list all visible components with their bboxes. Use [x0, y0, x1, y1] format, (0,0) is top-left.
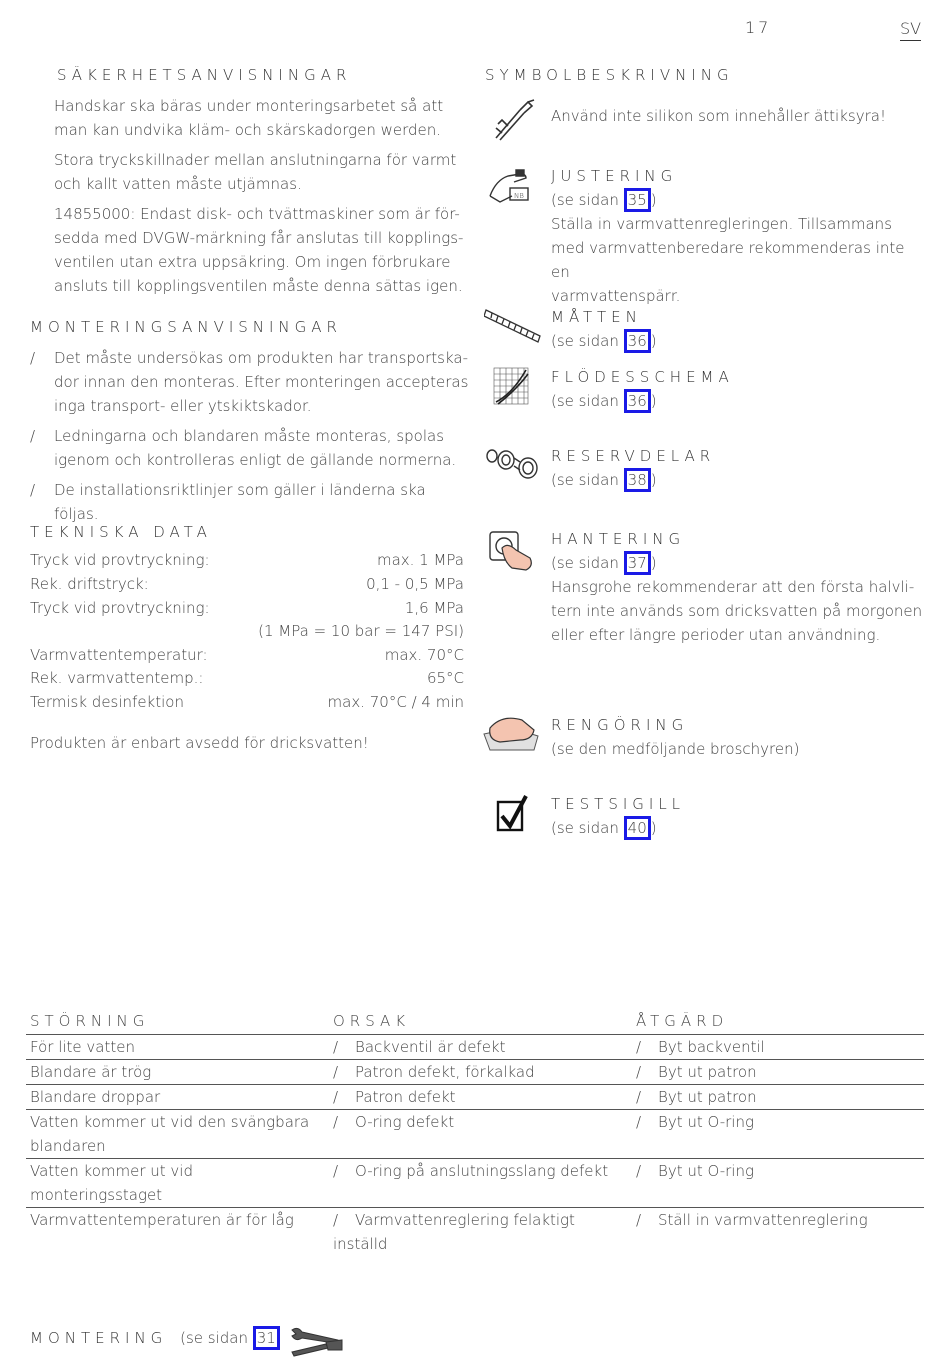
safety-paragraph-1: Handskar ska bäras under monteringsarbetet så att man kan undvika kläm- och skärskadorgen werden.	[54, 97, 444, 139]
table-row: Blandare droppar / Patron defekt / Byt ut patron	[26, 1084, 924, 1109]
page-number: 17	[745, 18, 772, 37]
adjustment-section: JUSTERING (se sidan 35 ) Ställa in varmvattenregleringen. Tillsammans med varmvattenberedare rekommenderas inte en varmvattenspärr.	[551, 164, 926, 308]
troubleshooting-table	[26, 1010, 924, 1256]
flow-chart-title: FLÖDESSCHEMA	[551, 368, 734, 386]
spec-row: Termisk desinfektion max. 70°C / 4 min	[30, 693, 464, 711]
dimensions-title: MÅTTEN	[551, 308, 642, 326]
dimensions-section: MÅTTEN (se sidan 36 )	[551, 305, 926, 353]
column-header-remedy: ÅTGÄRD	[632, 1010, 924, 1034]
flow-chart-section: FLÖDESSCHEMA (se sidan 36 )	[551, 365, 926, 413]
spec-row: (1 MPa = 10 bar = 147 PSI)	[258, 622, 464, 640]
column-header-fault: STÖRNING	[26, 1010, 329, 1034]
test-seal-section: TESTSIGILL (se sidan 40 )	[551, 792, 926, 840]
spec-row: Tryck vid provtryckning: max. 1 MPa	[30, 551, 464, 569]
footer-title: MONTERING	[30, 1329, 168, 1347]
safety-paragraph-3: 14855000: Endast disk- och tvättmaskiner som är för- sedda med DVGW-märkning får anslutas till kopplings- ventilen utan extra uppsäkring. Om ingen förbrukare ansluts till kopplingsventilen måste denna sättas igen.	[54, 205, 464, 295]
cleaning-title: RENGÖRING	[551, 716, 689, 734]
spare-parts-title: RESERVDELAR	[551, 447, 716, 465]
list-item: / De installationsriktlinjer som gäller i länderna ska följas.	[30, 481, 426, 523]
silicone-gun-icon	[486, 98, 544, 144]
flow-chart-page-link[interactable]: 36	[624, 389, 651, 413]
drinking-water-note: Produkten är enbart avsedd för dricksvatten!	[30, 734, 369, 752]
table-row: Vatten kommer ut vid monteringsstaget / O-ring på anslutningsslang defekt / Byt ut O-ring	[26, 1158, 924, 1207]
spec-row: Rek. varmvattentemp.: 65°C	[30, 669, 464, 687]
handling-hand-icon	[486, 528, 544, 574]
mounting-instructions-title: MONTERINGSANVISNINGAR	[30, 318, 342, 336]
test-seal-page-link[interactable]: 40	[624, 816, 651, 840]
silicone-warning: Använd inte silikon som innehåller ättiksyra!	[551, 107, 886, 125]
handling-title: HANTERING	[551, 530, 686, 548]
table-row: Blandare är trög / Patron defekt, förkalkad / Byt ut patron	[26, 1059, 924, 1084]
technical-data-title: TEKNISKA DATA	[30, 523, 212, 541]
spare-parts-page-link[interactable]: 38	[624, 468, 651, 492]
table-row: Vatten kommer ut vid den svängbara blandaren / O-ring defekt / Byt ut O-ring	[26, 1109, 924, 1158]
handling-section: HANTERING (se sidan 37 ) Hansgrohe rekommenderar att den första halvli- tern inte används som dricksvatten på morgonen eller efter längre perioder utan användning.	[551, 527, 926, 647]
dimensions-page-link[interactable]: 36	[624, 329, 651, 353]
footer-mounting: MONTERING (se sidan 31	[30, 1326, 280, 1350]
column-header-cause: ORSAK	[329, 1010, 632, 1034]
adjustment-title: JUSTERING	[551, 167, 678, 185]
list-item: / Ledningarna och blandaren måste monteras, spolas igenom och kontrolleras enligt de gällande normerna.	[30, 427, 457, 469]
language-code: SV	[900, 18, 921, 41]
cleaning-hand-icon	[482, 710, 540, 756]
test-seal-title: TESTSIGILL	[551, 795, 686, 813]
safety-title: SÄKERHETSANVISNINGAR	[57, 66, 352, 84]
safety-paragraph-2: Stora tryckskillnader mellan anslutningarna för varmt och kallt vatten måste utjämnas.	[54, 151, 457, 193]
flow-chart-icon	[486, 364, 544, 410]
table-row: För lite vatten / Backventil är defekt / Byt backventil	[26, 1034, 924, 1059]
footer-page-link[interactable]: 31	[253, 1326, 280, 1350]
ruler-icon	[484, 306, 542, 352]
adjustment-hand-icon	[486, 166, 544, 212]
cleaning-section: RENGÖRING (se den medföljande broschyren)	[551, 713, 926, 761]
adjustment-page-link[interactable]: 35	[624, 188, 651, 212]
spare-parts-icon	[484, 442, 542, 488]
spare-parts-section: RESERVDELAR (se sidan 38 )	[551, 444, 926, 492]
spec-row: Rek. driftstryck: 0,1 - 0,5 MPa	[30, 575, 464, 593]
symbols-title: SYMBOLBESKRIVNING	[485, 66, 734, 84]
handling-page-link[interactable]: 37	[624, 551, 651, 575]
checkbox-icon	[488, 792, 546, 838]
spec-row: Varmvattentemperatur: max. 70°C	[30, 646, 464, 664]
table-row: Varmvattentemperaturen är för låg / Varmvattenreglering felaktigt inställd / Ställ in varmvattenreglering	[30, 1210, 868, 1253]
spec-row: Tryck vid provtryckning: 1,6 MPa	[30, 599, 464, 617]
svg-text:NB: NB	[514, 192, 524, 200]
list-item: / Det måste undersökas om produkten har transportska- dor innan den monteras. Efter monteringen accepteras inga transport- eller ytskiktskador.	[30, 349, 469, 415]
wrench-screwdriver-icon	[288, 1324, 346, 1360]
